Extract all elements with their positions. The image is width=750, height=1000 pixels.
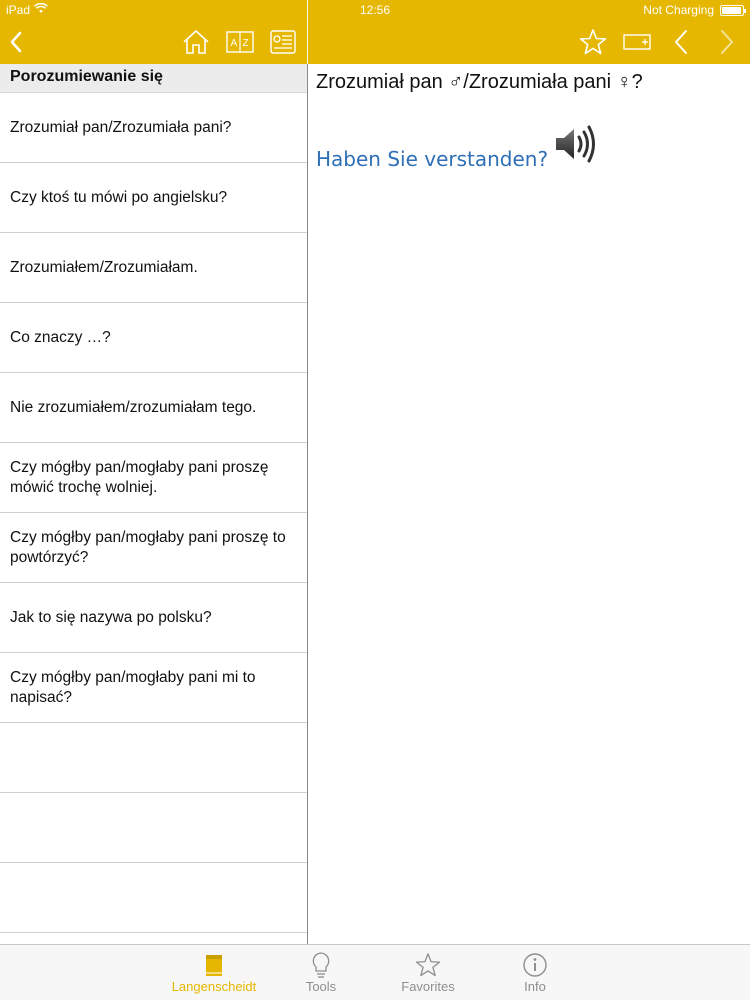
info-icon — [485, 951, 585, 979]
list-item[interactable]: Czy ktoś tu mówi po angielsku? — [0, 163, 307, 233]
list-item[interactable]: Czy mógłby pan/mogłaby pani proszę mówić trochę wolniej. — [0, 443, 307, 513]
status-bar — [0, 0, 750, 20]
list-item[interactable]: Zrozumiałem/Zrozumiałam. — [0, 233, 307, 303]
favorite-button[interactable] — [576, 26, 610, 58]
battery-icon — [720, 5, 744, 16]
tab-tools[interactable] — [271, 951, 371, 994]
device-label: iPad — [6, 3, 31, 17]
nav-bar — [0, 20, 750, 64]
book-icon — [164, 951, 264, 979]
chevron-left-icon — [9, 31, 23, 53]
play-audio-button[interactable] — [554, 124, 596, 169]
speaker-icon — [554, 124, 596, 164]
a-z-button[interactable] — [224, 26, 256, 58]
top-bar — [0, 0, 750, 64]
list-item[interactable]: Co znaczy …? — [0, 303, 307, 373]
list-item[interactable]: Zrozumiał pan/Zrozumiała pani? — [0, 93, 307, 163]
phrase-detail-pane — [308, 64, 750, 944]
svg-text:Z: Z — [242, 38, 249, 49]
list-item[interactable]: Nie zrozumiałem/zrozumiałam tego. — [0, 373, 307, 443]
list-item[interactable]: Czy mógłby pan/mogłaby pani mi to napisać? — [0, 653, 307, 723]
status-right — [643, 3, 744, 17]
list-item-empty — [0, 793, 307, 863]
add-to-list-icon — [622, 32, 654, 52]
svg-text:A: A — [230, 38, 238, 49]
phrase-list-pane — [0, 64, 307, 944]
phrasebook-icon — [268, 29, 298, 55]
phrasebook-button[interactable] — [266, 26, 300, 58]
phrase-title: Zrozumiał pan ♂/Zrozumiała pani ♀? — [316, 71, 643, 93]
chevron-left-icon — [673, 29, 689, 55]
tab-favorites[interactable] — [378, 951, 478, 994]
previous-button[interactable] — [668, 26, 694, 58]
home-icon — [182, 29, 210, 55]
section-header: Porozumiewanie się — [0, 64, 307, 93]
chevron-right-icon — [719, 29, 735, 55]
translation-row — [316, 124, 596, 171]
add-to-list-button[interactable] — [620, 28, 656, 56]
star-icon — [378, 951, 478, 979]
tab-label: Tools — [305, 979, 337, 994]
tab-label: Favorites — [401, 979, 455, 994]
tab-label: Langenscheidt — [171, 979, 257, 994]
battery-status-text: Not Charging — [643, 3, 714, 17]
translation-text[interactable]: Haben Sie verstanden? — [316, 147, 549, 171]
list-item[interactable]: Jak to się nazywa po polsku? — [0, 583, 307, 653]
list-item[interactable]: Czy mógłby pan/mogłaby pani proszę to powtórzyć? — [0, 513, 307, 583]
next-button[interactable] — [714, 26, 740, 58]
tab-bar — [0, 944, 750, 1000]
back-button[interactable] — [4, 28, 28, 56]
status-time: 12:56 — [359, 3, 391, 17]
list-item-empty — [0, 723, 307, 793]
phrase-list — [0, 93, 307, 933]
lightbulb-icon — [271, 951, 371, 979]
tab-label: Info — [524, 979, 546, 994]
home-button[interactable] — [180, 26, 212, 58]
tab-info[interactable] — [485, 951, 585, 994]
tab-langenscheidt[interactable] — [164, 951, 264, 994]
list-item-empty — [0, 863, 307, 933]
star-icon — [579, 28, 607, 56]
nav-divider — [307, 0, 308, 64]
a-z-icon — [226, 30, 254, 54]
